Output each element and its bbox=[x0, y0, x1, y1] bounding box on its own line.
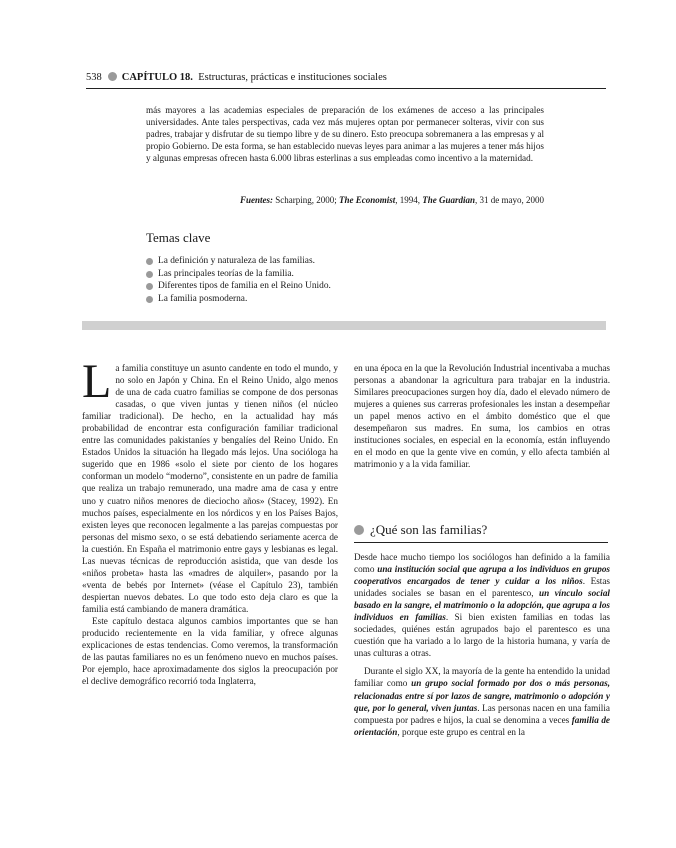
text: , porque este grupo es central en la bbox=[397, 726, 525, 737]
text: . Las personas nacen en una familia compuesta por padres e hijos, la cual se denomina a veces bbox=[354, 702, 610, 725]
section-rule bbox=[354, 542, 608, 543]
sources-text: , 1994, bbox=[395, 195, 423, 205]
intro-paragraph bbox=[82, 355, 338, 615]
sources-text: , 31 de mayo, 2000 bbox=[475, 195, 544, 205]
paragraph: en una época en la que la Revolución Industrial incentivaba a muchas personas a abandonar la agricultura para trabajar en la industria. Similares preocupaciones surgen hoy día, dado el elevado número de mujeres a quienes sus carreras profesionales les instan a desempeñar un papel menos activo en el ámbito doméstico que el que desempeñaron sus madres. En suma, los cambios en otras instituciones sociales, en especial en la economía, están influyendo en el modo en que la gente vive en común, y ello afecta también al matrimonio y a la vida familiar. bbox=[354, 363, 610, 470]
box-paragraph: más mayores a las academias especiales de preparación de los exámenes de acceso a las principales universidades. Ante tales perspectivas, cada vez más mujeres optan por permanecer solteras, vivir con sus padres, trabajar y disfrutar de su tiempo libre y de su dinero. Esto preocupa sobremanera a las empresas y al propio Gobierno. De esta forma, se han establecido nuevas leyes para animar a las mujeres a tener más hijos y algunas empresas ofrecen hasta 6.000 libras esterlinas a sus empleadas como incentivo a la maternidad. bbox=[146, 105, 544, 164]
list-item-text: La definición y naturaleza de las familias. bbox=[158, 256, 315, 266]
text: Desde hace mucho tiempo los sociólogos han definido a la familia como bbox=[354, 552, 610, 575]
section-heading bbox=[354, 521, 608, 539]
definition-term: un vínculo social basado en la sangre, el matrimonio o la adopción, que agrupa a los individuos en familias bbox=[354, 588, 610, 623]
paragraph: Este capítulo destaca algunos cambios importantes que se han producido recientemente en la vida familiar, y ofrece algunas explicaciones de estas tendencias. Como veremos, la transformación de las pautas familiares no es un fenómeno nuevo en muchos países. Por ejemplo, hace aproximadamente dos siglos la preocupación por el declive demográfico recorrió toda Inglaterra, bbox=[82, 615, 338, 687]
intro-text: a familia constituye un asunto candente en todo el mundo, y no solo en Japón y China. En el Reino Unido, algo menos de una de cada cuatro familias se compone de dos personas casadas, o que viven juntas y tienen niños (el núcleo familiar tradicional). De hecho, en la actualidad hay más probabilidad de encontrar esta configuración familiar tradicional entre las comunidades pakistaníes y bengalíes del Reino Unido. En Estados Unidos la situación ha llegado más lejos. Una socióloga ha sugerido que en 1986 «solo el siete por ciento de los hogares conforman un modelo “moderno”, consistente en un padre de familia que realiza un trabajo remunerado, una madre ama de casa y entre uno y cuatro niños menores de dieciocho años» (Stacey, 1992). En muchos países, especialmente en los nórdicos y en los Países Bajos, existen leyes que reconocen legalmente a las parejas compuestas por personas del mismo sexo, o se está debatiendo seriamente acerca de la cuestión. En España el matrimonio entre gays y lesbianas es legal. Las nuevas técnicas de reproducción asistida, que van desde los «niños probeta» hasta las «madres de alquiler», pasando por la «venta de bebés por Internet» (véase el Capítulo 23), también despiertan nuevos debates. Lo que todo esto deja claro es que la familia está cambiando de manera dramática. bbox=[82, 363, 338, 614]
text: Durante el siglo XX, la mayoría de la gente ha entendido la unidad familiar como bbox=[354, 666, 610, 689]
section-divider-bar bbox=[82, 321, 606, 330]
list-item-text: Diferentes tipos de familia en el Reino Unido. bbox=[158, 281, 331, 292]
heading-dot-icon bbox=[354, 525, 364, 535]
paragraph bbox=[354, 551, 610, 659]
page-number: 538 bbox=[86, 72, 102, 83]
bullet-icon bbox=[146, 283, 153, 290]
chapter-title: Estructuras, prácticas e instituciones sociales bbox=[198, 72, 387, 83]
box-text bbox=[146, 104, 544, 164]
bullet-dot-icon bbox=[108, 72, 117, 81]
bullet-icon bbox=[146, 258, 153, 265]
sources-guardian: The Guardian bbox=[422, 195, 475, 205]
sources-text: Scharping, 2000; bbox=[272, 195, 339, 205]
text: . Si bien existen familias en todas las sociedades, quiénes están agrupados bajo el parentesco es una cuestión que ha variado a lo largo de la historia humana, y varía de unas culturas a otras. bbox=[354, 612, 610, 659]
box-sources bbox=[146, 194, 544, 206]
right-column-top bbox=[354, 362, 610, 470]
left-column bbox=[82, 355, 338, 687]
list-item bbox=[146, 255, 331, 268]
chapter-label: CAPÍTULO 18. bbox=[121, 72, 193, 83]
list-item bbox=[146, 280, 331, 293]
paragraph bbox=[354, 665, 610, 737]
key-themes-title: Temas clave bbox=[146, 230, 211, 245]
header-rule bbox=[86, 88, 606, 89]
sources-economist: The Economist bbox=[338, 195, 396, 205]
list-item-text: La familia posmoderna. bbox=[158, 293, 248, 304]
definition-term: un grupo social formado por dos o más personas, relacionadas entre sí por lazos de sangre, matrimonio o adopción y que, por lo general, viven juntas bbox=[354, 678, 610, 713]
drop-cap: L bbox=[82, 355, 112, 408]
list-item bbox=[146, 268, 331, 281]
right-column-section bbox=[354, 551, 610, 738]
key-themes-list bbox=[146, 255, 331, 305]
list-item bbox=[146, 293, 331, 306]
definition-term: una institución social que agrupa a los individuos en grupos cooperativos encargados de tener y cuidar a los niños bbox=[354, 564, 611, 587]
running-header bbox=[86, 70, 606, 86]
list-item-text: Las principales teorías de la familia. bbox=[158, 268, 294, 279]
sources-label: Fuentes: bbox=[239, 195, 273, 205]
bullet-icon bbox=[146, 296, 153, 303]
bullet-icon bbox=[146, 271, 153, 278]
text: . Estas unidades sociales se basan en el parentesco, bbox=[354, 576, 610, 599]
section-heading-text: ¿Qué son las familias? bbox=[370, 522, 488, 537]
definition-term: familia de orientación bbox=[354, 714, 610, 737]
